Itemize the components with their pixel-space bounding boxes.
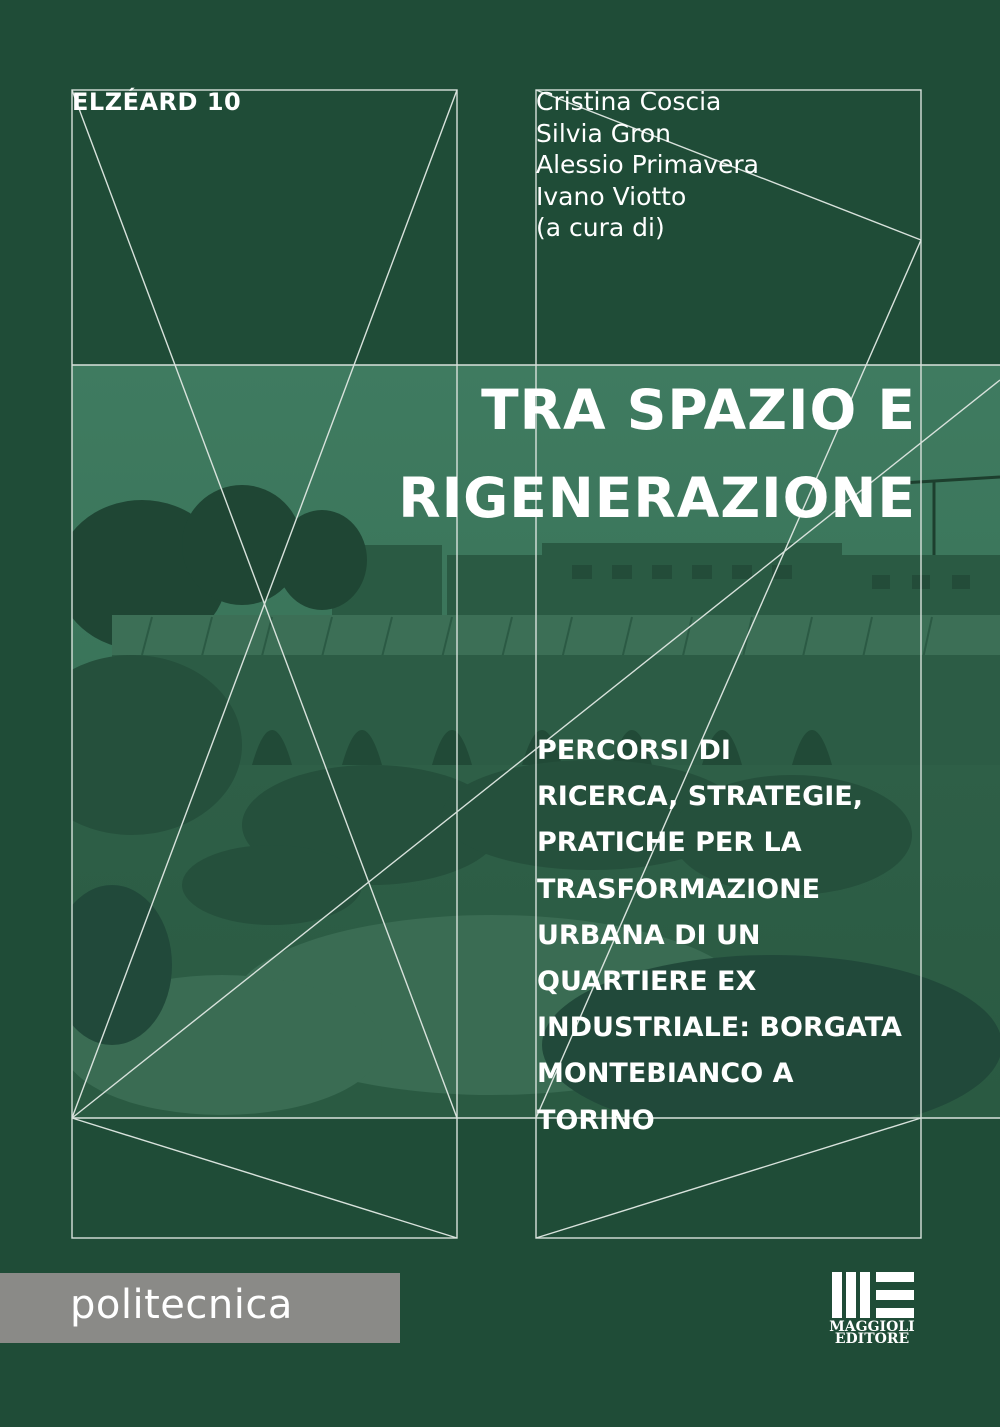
subtitle-line: MONTEBIANCO A — [537, 1058, 794, 1090]
series-label: ELZÉARD 10 — [72, 88, 242, 116]
authors-block — [536, 86, 759, 244]
subtitle-line: INDUSTRIALE: BORGATA — [537, 1012, 902, 1044]
title-line: TRA SPAZIO E — [481, 378, 916, 442]
publisher-line: EDITORE — [834, 1331, 910, 1347]
subtitle-line: PRATICHE PER LA — [537, 827, 802, 859]
publisher-name — [822, 1321, 922, 1345]
collection-label: politecnica — [70, 1282, 293, 1328]
author-name: Alessio Primavera — [536, 150, 759, 179]
book-title — [398, 366, 916, 542]
editors-note: (a cura di) — [536, 213, 665, 242]
subtitle-line: PERCORSI DI — [537, 735, 731, 766]
publisher-line: MAGGIOLI — [829, 1319, 915, 1335]
author-name: Cristina Coscia — [536, 87, 722, 116]
subtitle-line: QUARTIERE EX — [537, 966, 757, 998]
author-name: Silvia Gron — [536, 118, 672, 148]
subtitle-line: RICERCA, STRATEGIE, — [537, 781, 863, 813]
subtitle-line: TRASFORMAZIONE — [537, 873, 821, 905]
subtitle-line: URBANA DI UN — [537, 919, 761, 951]
subtitle-line: TORINO — [537, 1104, 655, 1136]
title-line: RIGENERAZIONE — [398, 466, 916, 530]
book-subtitle — [537, 728, 902, 1144]
author-name: Ivano Viotto — [536, 181, 687, 211]
